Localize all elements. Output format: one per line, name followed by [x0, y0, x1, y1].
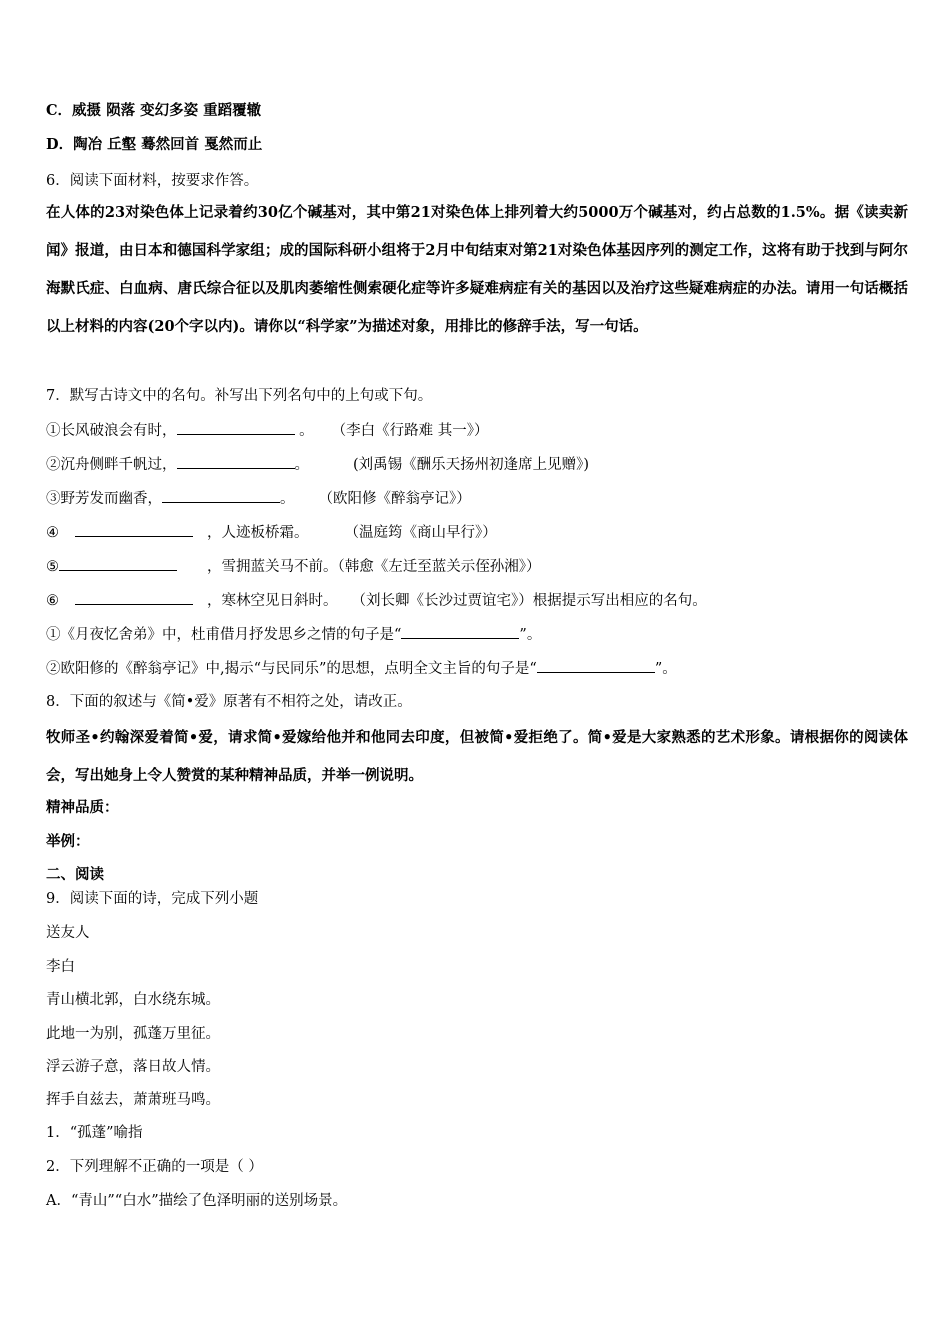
q7-item-1 — [46, 420, 488, 441]
answer-blank[interactable] — [401, 624, 519, 639]
item-source: （温庭筠《商山早行》） — [344, 525, 497, 541]
hint-close: ”。 — [654, 661, 677, 677]
q7-item-2 — [46, 454, 589, 475]
item-post: 。 — [294, 423, 314, 439]
item-num: ④ — [46, 525, 59, 541]
q7-item-5 — [46, 556, 541, 577]
item-num: ⑤ — [46, 559, 59, 575]
q7-hint-1 — [46, 624, 541, 645]
q8-stem: 8．下面的叙述与《简•爱》原著有不相符之处，请改正。 — [46, 694, 412, 710]
poem-line: 挥手自兹去，萧萧班马鸣。 — [46, 1092, 220, 1108]
item-num: ② — [46, 457, 61, 473]
item-source: （李白《行路难 其一》） — [331, 423, 489, 439]
item-num: ① — [46, 423, 61, 439]
item-post: ，雪拥蓝关马不前。 — [207, 559, 338, 575]
item-source: （欧阳修《醉翁亭记》） — [318, 491, 471, 507]
answer-blank[interactable] — [177, 420, 295, 435]
q7-stem: 7．默写古诗文中的名句。补写出下列名句中的上句或下句。 — [46, 388, 433, 404]
answer-blank[interactable] — [537, 658, 655, 673]
item-post: ，寒林空见日斜时。 — [207, 593, 338, 609]
item-pre: 沉舟侧畔千帆过， — [60, 457, 177, 473]
q8-quality-label: 精神品质： — [46, 799, 119, 816]
answer-blank[interactable] — [75, 522, 193, 537]
hint-text: ②欧阳修的《醉翁亭记》中,揭示“与民同乐”的思想，点明全文主旨的句子是“ — [46, 661, 537, 677]
item-pre: 野芳发而幽香， — [60, 491, 162, 507]
item-post: 。 — [280, 491, 295, 507]
poem-line: 浮云游子意，落日故人情。 — [46, 1059, 220, 1075]
q7-item-4 — [46, 522, 497, 543]
poem-line: 青山横北郭，白水绕东城。 — [46, 992, 220, 1008]
q8-example-label: 举例： — [46, 833, 90, 850]
q7-hint-2 — [46, 658, 677, 679]
q9-sub-question-1: 1．“孤蓬”喻指 — [46, 1125, 143, 1141]
q7-item-6 — [46, 590, 707, 611]
item-post: ，人迹板桥霜。 — [207, 525, 309, 541]
answer-blank[interactable] — [162, 488, 280, 503]
poem-title: 送友人 — [46, 925, 90, 941]
q6-material: 在人体的23对染色体上记录着约30亿个碱基对，其中第21对染色体上排列着大约5000万个碱基对，约占总数的1.5%。据《读卖新闻》报道，由日本和德国科学家组；成的国际科研小组将于2月中旬结束对第21对染色体基因序列的测定工作，这将有助于找到与阿尔海默氏症、白血病、唐氏综合征以及肌肉萎缩性侧索硬化症等许多疑难病症有关的基因以及治疗这些疑难病症的办法。请用一句话概括以上材料的内容(20个字以内)。请你以“科学家”为描述对象，用排比的修辞手法，写一句话。 — [46, 204, 908, 335]
q9-option-a: A．“青山”“白水”描绘了色泽明丽的送别场景。 — [46, 1193, 348, 1209]
item-pre: 长风破浪会有时， — [60, 423, 177, 439]
item-source: (刘禹锡《酬乐天扬州初逢席上见赠》) — [353, 457, 590, 473]
q5-option-d: D．陶冶 丘壑 蓦然回首 戛然而止 — [46, 136, 263, 153]
item-num: ③ — [46, 491, 61, 507]
answer-blank[interactable] — [75, 590, 193, 605]
q7-item-3 — [46, 488, 471, 509]
item-post: 。 — [294, 457, 309, 473]
poem-author: 李白 — [46, 959, 75, 975]
poem-line: 此地一为别，孤蓬万里征。 — [46, 1026, 220, 1042]
q5-option-c: C．威摄 陨落 变幻多姿 重蹈覆辙 — [46, 102, 262, 119]
answer-blank[interactable] — [59, 556, 177, 571]
answer-blank[interactable] — [177, 454, 295, 469]
q6-stem: 6．阅读下面材料，按要求作答。 — [46, 173, 259, 189]
item-source: （刘长卿《长沙过贾谊宅》）根据提示写出相应的名句。 — [351, 593, 707, 609]
section-heading-reading: 二、阅读 — [46, 866, 104, 883]
hint-close: ”。 — [519, 627, 542, 643]
hint-text: ①《月夜忆舍弟》中，杜甫借月抒发思乡之情的句子是“ — [46, 627, 402, 643]
q9-sub-question-2: 2．下列理解不正确的一项是（ ） — [46, 1159, 263, 1175]
item-num: ⑥ — [46, 593, 59, 609]
q8-material: 牧师圣•约翰深爱着简•爱，请求简•爱嫁给他并和他同去印度，但被简•爱拒绝了。简•爱是大家熟悉的艺术形象。请根据你的阅读体会，写出她身上令人赞赏的某种精神品质，并举一例说明。 — [46, 729, 908, 784]
item-source: （韩愈《左迁至蓝关示侄孙湘》） — [337, 559, 541, 575]
q9-stem: 9．阅读下面的诗，完成下列小题 — [46, 891, 259, 907]
